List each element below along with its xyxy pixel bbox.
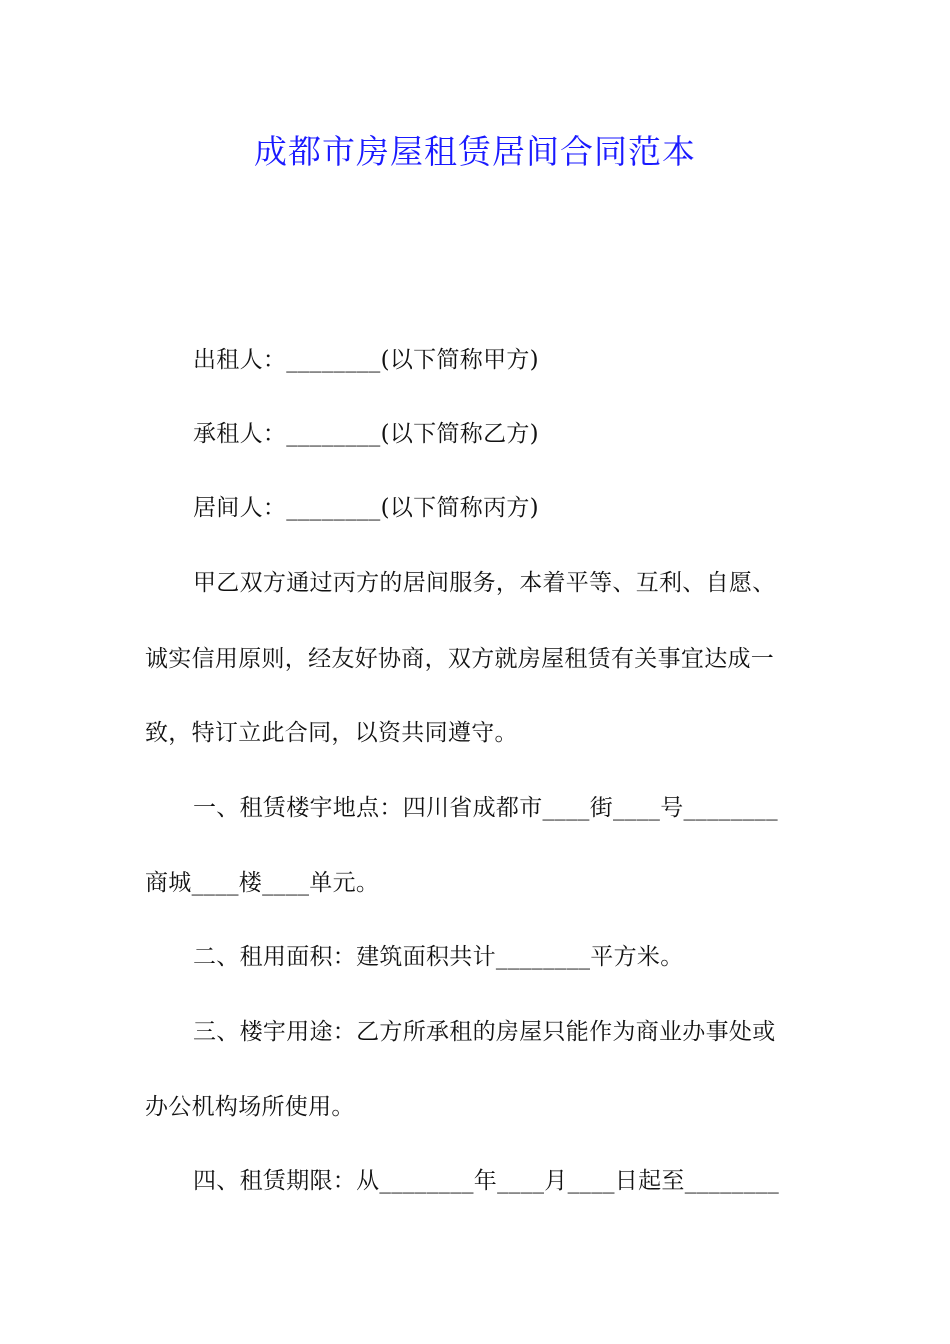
preamble-line-3: 致，特订立此合同，以资共同遵守。 — [145, 720, 518, 746]
preamble-line-2: 诚实信用原则，经友好协商，双方就房屋租赁有关事宜达成一 — [145, 646, 775, 672]
clause-2-line: 二、租用面积：建筑面积共计________平方米。 — [193, 944, 684, 970]
clause-4-line-1: 四、租赁期限：从________年____月____日起至________ — [193, 1168, 780, 1194]
clause-1-line-1: 一、租赁楼宇地点：四川省成都市____街____号________ — [193, 795, 778, 821]
lessee-line: 承租人：________(以下简称乙方) — [193, 421, 539, 447]
clause-3-line-2: 办公机构场所使用。 — [145, 1094, 355, 1120]
clause-1-line-2: 商城____楼____单元。 — [145, 870, 380, 896]
document-title: 成都市房屋租赁居间合同范本 — [254, 132, 696, 171]
intermediary-line: 居间人：________(以下简称丙方) — [193, 495, 539, 521]
lessor-line: 出租人：________(以下简称甲方) — [193, 347, 539, 373]
clause-3-line-1: 三、楼宇用途：乙方所承租的房屋只能作为商业办事处或 — [193, 1019, 776, 1045]
preamble-line-1: 甲乙双方通过丙方的居间服务，本着平等、互利、自愿、 — [193, 570, 776, 596]
